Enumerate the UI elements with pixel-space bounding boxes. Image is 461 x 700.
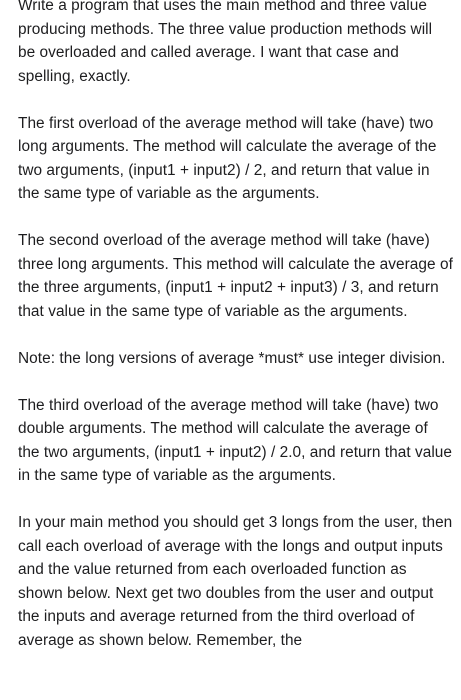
- paragraph-main-method: In your main method you should get 3 longs from the user, then call each overload of average with the longs and output inputs and the value returned from each overloaded function as shown below. Next get two doubles from the user and output the inputs and average returned from the third overload of average as shown below. Remember, the: [18, 514, 453, 649]
- paragraph-first-overload: The first overload of the average method will take (have) two long arguments. The method will calculate the average of the two arguments, (input1 + input2) / 2, and return that value in the same type of variable as the arguments.: [18, 114, 437, 202]
- paragraph-third-overload: The third overload of the average method will take (have) two double arguments. The method will calculate the average of the two arguments, (input1 + input2) / 2.0, and return that value in the same type of variable as the arguments.: [18, 396, 453, 484]
- paragraph-second-overload: The second overload of the average method will take (have) three long arguments. This method will calculate the average of the three arguments, (input1 + input2 + input3) / 3, and return that value in the same type of variable as the arguments.: [18, 232, 453, 320]
- paragraph-note: Note: the long versions of average *must* use integer division.: [18, 349, 446, 367]
- paragraph-intro: Write a program that uses the main method and three value producing methods. The three value production methods will be overloaded and called average. I want that case and spelling, exactly.: [18, 0, 433, 85]
